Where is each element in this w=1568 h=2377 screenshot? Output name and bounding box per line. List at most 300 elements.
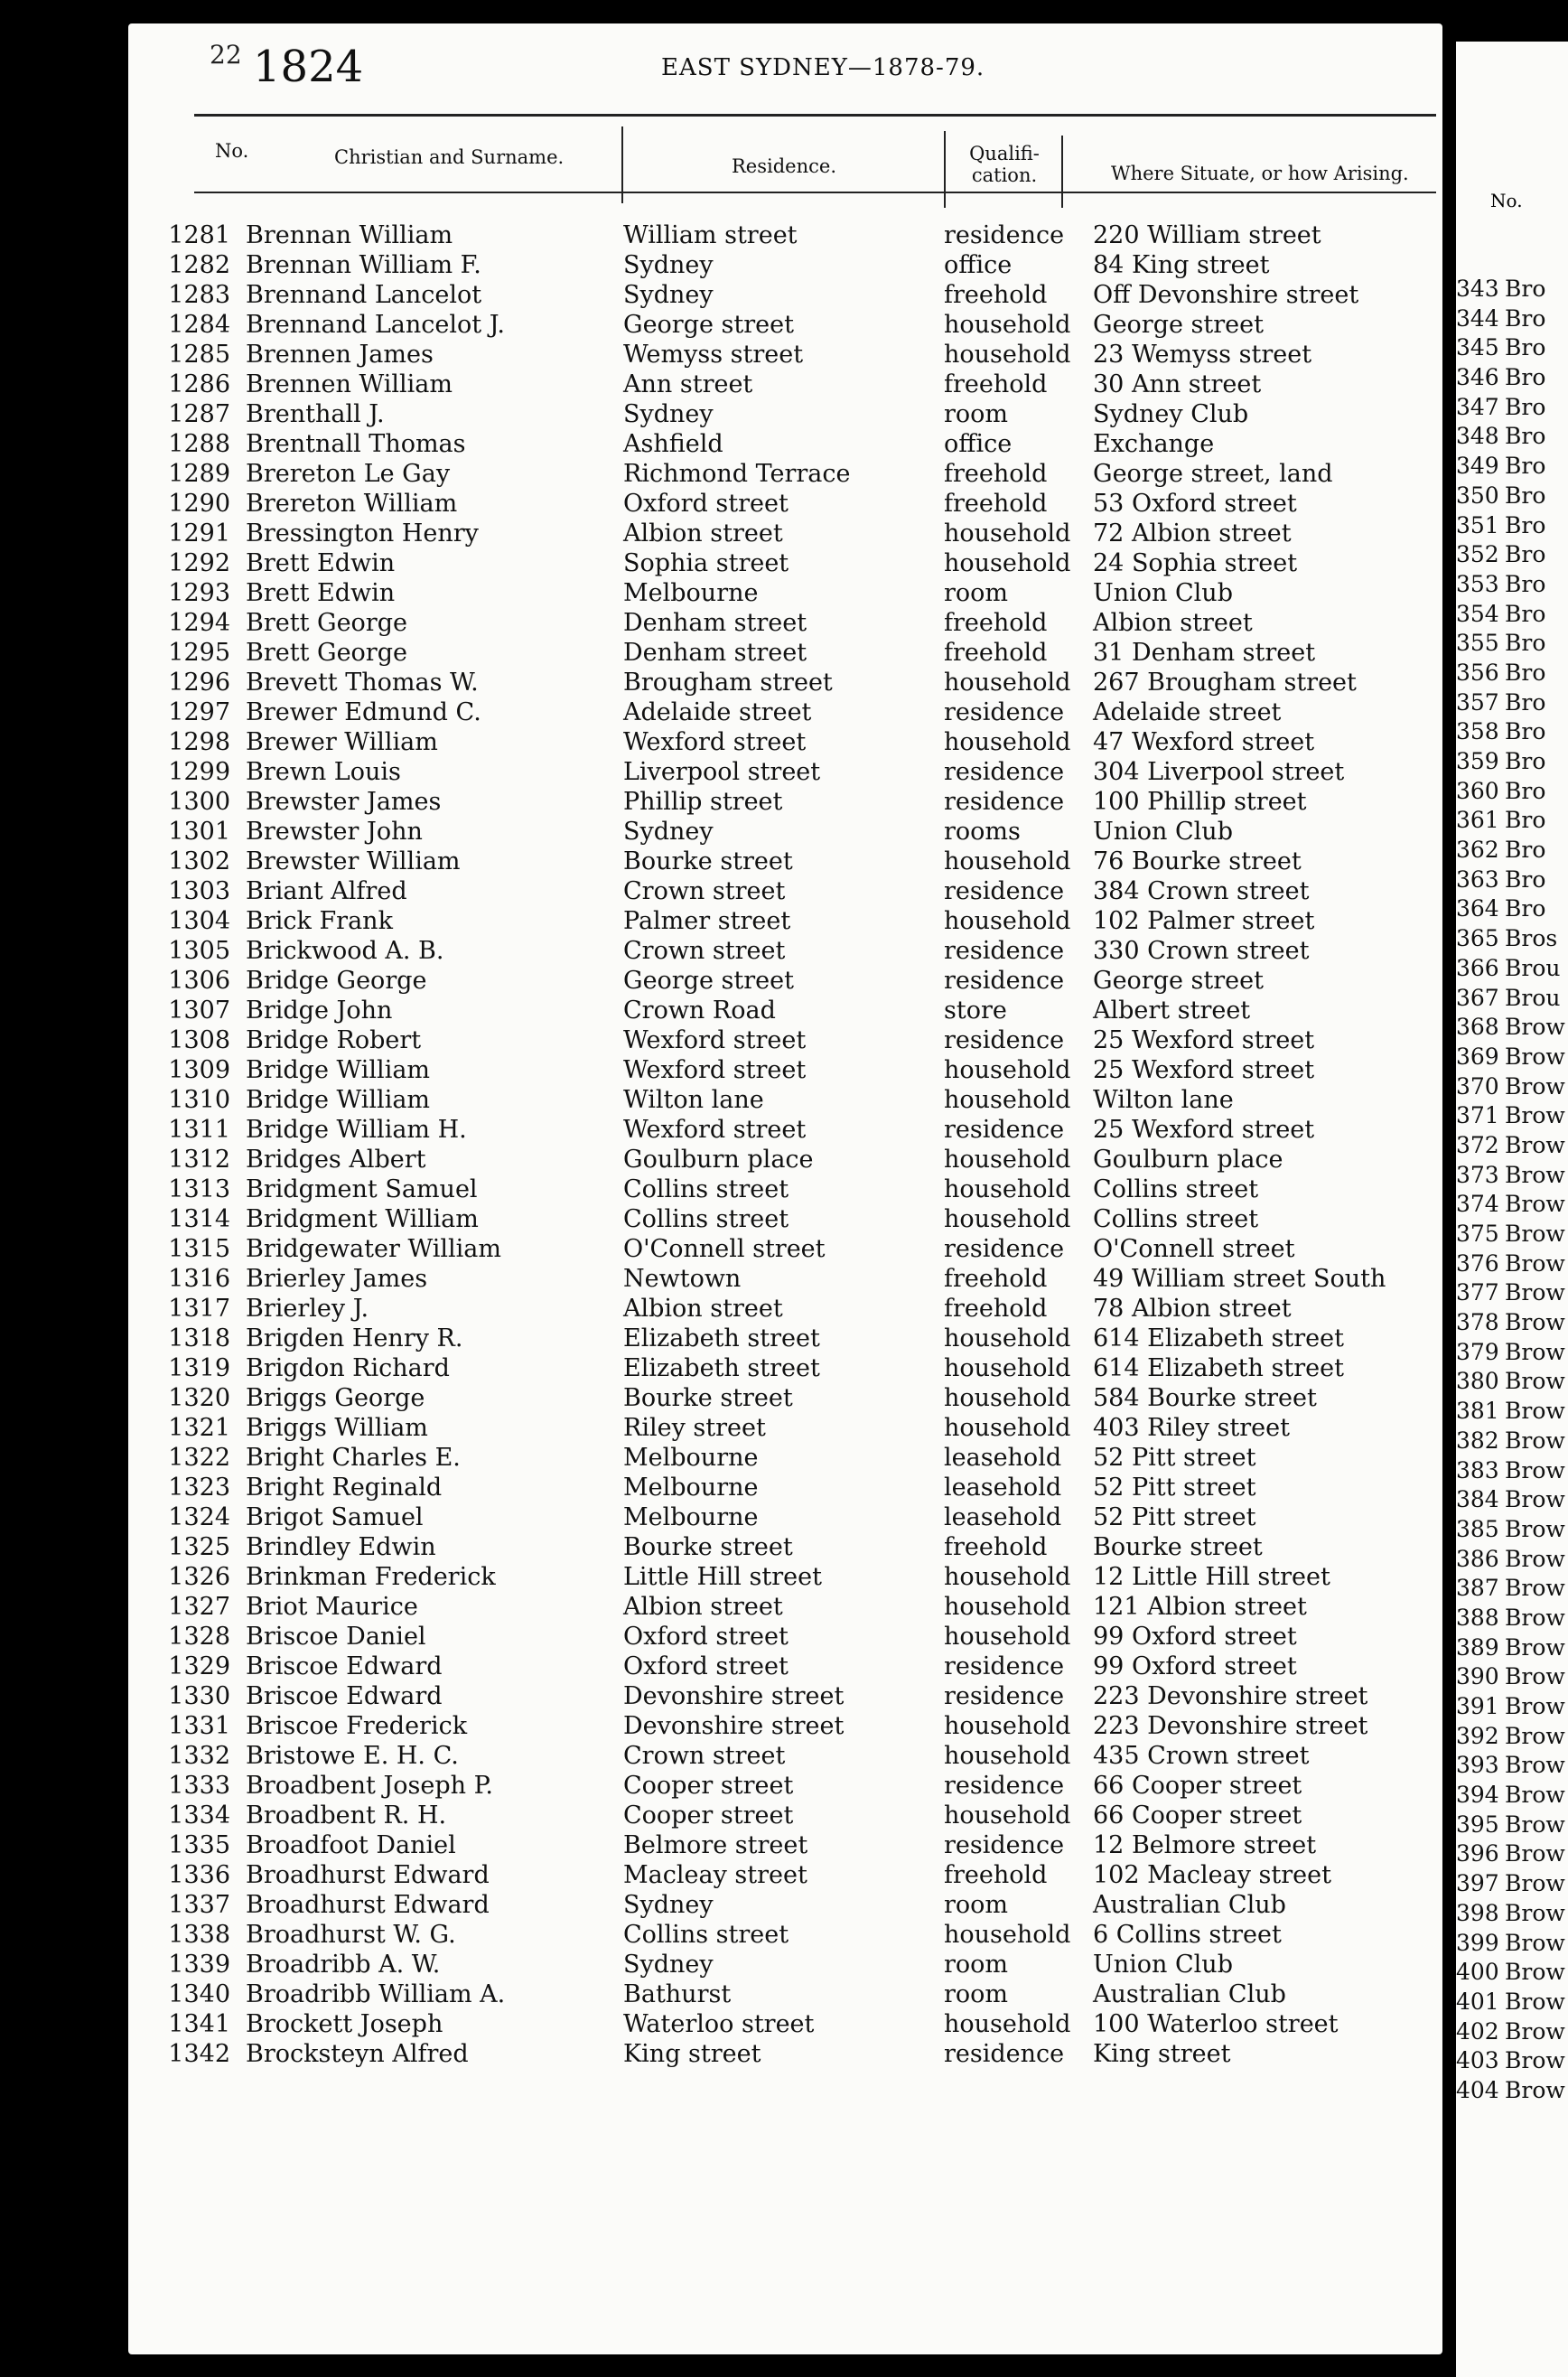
entry-residence: Wexford street <box>623 1116 807 1144</box>
entry-residence: Sydney <box>623 251 714 279</box>
adjacent-table-row <box>1456 2018 1568 2048</box>
entry-number: 1321 <box>168 1414 230 1442</box>
adjacent-entry-number: 402 <box>1456 2017 1499 2045</box>
entry-qualification: household <box>944 519 1071 547</box>
table-row <box>145 1951 1445 1980</box>
entry-name: Broadhurst Edward <box>246 1891 490 1919</box>
table-row <box>145 1742 1445 1772</box>
entry-where-situate: Australian Club <box>1093 1980 1286 2008</box>
entry-name: Brett Edwin <box>246 549 396 577</box>
entry-name: Brigden Henry R. <box>246 1324 463 1352</box>
entry-where-situate: O'Connell street <box>1093 1235 1295 1263</box>
entry-where-situate: 121 Albion street <box>1093 1593 1307 1621</box>
adjacent-entry-number: 346 <box>1456 364 1499 391</box>
adjacent-register-table <box>1456 276 1568 2107</box>
entry-name: Brockett Joseph <box>246 2010 443 2038</box>
entry-residence: Ashfield <box>623 430 723 458</box>
entry-residence: Melbourne <box>623 1503 759 1531</box>
entry-where-situate: 23 Wemyss street <box>1093 341 1312 369</box>
entry-name: Briot Maurice <box>246 1593 418 1621</box>
entry-number: 1323 <box>168 1474 230 1502</box>
adjacent-table-row <box>1456 423 1568 453</box>
adjacent-entry-number: 368 <box>1456 1014 1499 1041</box>
entry-qualification: residence <box>944 758 1065 786</box>
adjacent-table-row <box>1456 1250 1568 1280</box>
adjacent-entry-number: 393 <box>1456 1752 1499 1779</box>
adjacent-entry-number: 349 <box>1456 453 1499 480</box>
adjacent-entry-name: Bro <box>1505 423 1546 450</box>
entry-name: Brierley James <box>246 1265 428 1293</box>
adjacent-table-row <box>1456 866 1568 896</box>
adjacent-entry-name: Bro <box>1505 748 1546 774</box>
entry-qualification: room <box>944 400 1009 428</box>
entry-where-situate: George street <box>1093 311 1264 339</box>
entry-number: 1300 <box>168 788 230 816</box>
entry-qualification: residence <box>944 937 1065 965</box>
adjacent-table-row <box>1456 541 1568 571</box>
adjacent-entry-number: 366 <box>1456 954 1499 981</box>
entry-qualification: household <box>944 1712 1071 1740</box>
entry-residence: George street <box>623 967 794 995</box>
entry-number: 1296 <box>168 669 230 697</box>
table-row <box>145 639 1445 669</box>
adjacent-entry-number: 367 <box>1456 984 1499 1011</box>
table-row <box>145 997 1445 1026</box>
adjacent-entry-number: 387 <box>1456 1575 1499 1602</box>
entry-name: Brewn Louis <box>246 758 401 786</box>
entry-name: Brewster John <box>246 818 423 846</box>
adjacent-entry-name: Bro <box>1505 866 1546 893</box>
entry-number: 1292 <box>168 549 230 577</box>
entry-name: Briscoe Edward <box>246 1652 443 1680</box>
entry-number: 1310 <box>168 1086 230 1114</box>
table-row <box>145 549 1445 579</box>
adjacent-table-row <box>1456 364 1568 394</box>
table-row <box>145 1146 1445 1175</box>
adjacent-table-row <box>1456 1309 1568 1339</box>
entry-qualification: freehold <box>944 1295 1048 1323</box>
adjacent-entry-name: Brow <box>1505 1899 1565 1926</box>
entry-qualification: household <box>944 847 1071 875</box>
column-header-residence: Residence. <box>732 155 836 177</box>
entry-where-situate: 49 William street South <box>1093 1265 1386 1293</box>
adjacent-entry-name: Brow <box>1505 1014 1565 1041</box>
adjacent-entry-number: 374 <box>1456 1191 1499 1218</box>
table-row <box>145 1265 1445 1295</box>
entry-qualification: room <box>944 579 1009 607</box>
adjacent-entry-name: Brow <box>1505 1604 1565 1631</box>
adjacent-entry-number: 344 <box>1456 304 1499 332</box>
adjacent-table-row <box>1456 1457 1568 1487</box>
entry-qualification: room <box>944 1951 1009 1979</box>
entry-name: Brigot Samuel <box>246 1503 424 1531</box>
table-row <box>145 311 1445 341</box>
table-row <box>145 1503 1445 1533</box>
entry-residence: Devonshire street <box>623 1712 845 1740</box>
entry-where-situate: Union Club <box>1093 1951 1233 1979</box>
entry-residence: Albion street <box>623 1593 783 1621</box>
entry-name: Brigdon Richard <box>246 1354 450 1382</box>
entry-number: 1335 <box>168 1831 230 1859</box>
adjacent-table-row <box>1456 2047 1568 2077</box>
table-row <box>145 1831 1445 1861</box>
adjacent-entry-name: Brow <box>1505 1221 1565 1247</box>
entry-number: 1339 <box>168 1951 230 1979</box>
entry-residence: Melbourne <box>623 1474 759 1502</box>
adjacent-entry-name: Brow <box>1505 2047 1565 2074</box>
entry-where-situate: 30 Ann street <box>1093 370 1262 398</box>
entry-residence: Wilton lane <box>623 1086 764 1114</box>
entry-where-situate: 6 Collins street <box>1093 1921 1282 1949</box>
adjacent-table-row <box>1456 778 1568 808</box>
entry-qualification: residence <box>944 2040 1065 2068</box>
adjacent-column-header-no: No. <box>1490 190 1523 211</box>
adjacent-table-row <box>1456 1221 1568 1250</box>
entry-residence: Albion street <box>623 519 783 547</box>
entry-qualification: leasehold <box>944 1503 1062 1531</box>
entry-where-situate: 52 Pitt street <box>1093 1503 1256 1531</box>
entry-name: Briscoe Frederick <box>246 1712 468 1740</box>
adjacent-entry-name: Bro <box>1505 304 1546 332</box>
table-row <box>145 669 1445 698</box>
entry-where-situate: 304 Liverpool street <box>1093 758 1345 786</box>
adjacent-entry-number: 376 <box>1456 1249 1499 1277</box>
table-row <box>145 1295 1445 1324</box>
entry-where-situate: 52 Pitt street <box>1093 1474 1256 1502</box>
entry-where-situate: 100 Phillip street <box>1093 788 1307 816</box>
entry-qualification: household <box>944 1414 1071 1442</box>
entry-residence: Bourke street <box>623 1384 793 1412</box>
entry-number: 1333 <box>168 1772 230 1800</box>
entry-qualification: household <box>944 311 1071 339</box>
adjacent-entry-number: 370 <box>1456 1072 1499 1100</box>
entry-where-situate: Adelaide street <box>1093 698 1282 726</box>
adjacent-entry-name: Bro <box>1505 393 1546 420</box>
table-row <box>145 1056 1445 1086</box>
entry-name: Brewer William <box>246 728 438 756</box>
entry-where-situate: 403 Riley street <box>1093 1414 1290 1442</box>
adjacent-entry-name: Brow <box>1505 1811 1565 1838</box>
adjacent-table-row <box>1456 1782 1568 1811</box>
adjacent-table-row <box>1456 1132 1568 1162</box>
adjacent-table-row <box>1456 1959 1568 1989</box>
adjacent-entry-name: Bro <box>1505 718 1546 745</box>
entry-name: Bridges Albert <box>246 1146 426 1174</box>
entry-residence: Riley street <box>623 1414 766 1442</box>
entry-number: 1328 <box>168 1623 230 1651</box>
entry-where-situate: Bourke street <box>1093 1533 1263 1561</box>
entry-qualification: residence <box>944 698 1065 726</box>
entry-number: 1291 <box>168 519 230 547</box>
table-row <box>145 907 1445 937</box>
entry-residence: Palmer street <box>623 907 791 935</box>
adjacent-entry-number: 360 <box>1456 777 1499 804</box>
entry-qualification: household <box>944 1623 1071 1651</box>
entry-where-situate: 100 Waterloo street <box>1093 2010 1339 2038</box>
entry-residence: Oxford street <box>623 1652 789 1680</box>
adjacent-table-row <box>1456 1634 1568 1664</box>
entry-where-situate: Albion street <box>1093 609 1253 637</box>
table-row <box>145 728 1445 758</box>
entry-number: 1316 <box>168 1265 230 1293</box>
entry-name: Brickwood A. B. <box>246 937 444 965</box>
entry-qualification: residence <box>944 788 1065 816</box>
entry-qualification: household <box>944 1056 1071 1084</box>
adjacent-entry-name: Brow <box>1505 1633 1565 1661</box>
entry-name: Bristowe E. H. C. <box>246 1742 459 1770</box>
entry-name: Broadhurst Edward <box>246 1861 490 1889</box>
entry-name: Broadbent R. H. <box>246 1801 447 1830</box>
entry-name: Brennan William F. <box>246 251 481 279</box>
entry-where-situate: 31 Denham street <box>1093 639 1316 667</box>
entry-residence: Brougham street <box>623 669 833 697</box>
entry-qualification: freehold <box>944 281 1048 309</box>
adjacent-entry-number: 398 <box>1456 1899 1499 1926</box>
entry-number: 1336 <box>168 1861 230 1889</box>
adjacent-table-row <box>1456 1014 1568 1043</box>
entry-where-situate: 614 Elizabeth street <box>1093 1354 1344 1382</box>
adjacent-entry-number: 385 <box>1456 1515 1499 1542</box>
adjacent-entry-name: Brow <box>1505 1102 1565 1129</box>
adjacent-entry-name: Bro <box>1505 453 1546 480</box>
entry-number: 1342 <box>168 2040 230 2068</box>
column-header-no: No. <box>215 140 249 162</box>
entry-residence: Collins street <box>623 1175 789 1203</box>
table-row <box>145 609 1445 639</box>
adjacent-table-row <box>1456 1043 1568 1073</box>
adjacent-table-row <box>1456 660 1568 689</box>
entry-residence: Sophia street <box>623 549 789 577</box>
adjacent-table-row <box>1456 1840 1568 1870</box>
adjacent-table-row <box>1456 837 1568 866</box>
adjacent-table-row <box>1456 1368 1568 1398</box>
adjacent-entry-number: 381 <box>1456 1398 1499 1425</box>
entry-number: 1285 <box>168 341 230 369</box>
entry-name: Brewer Edmund C. <box>246 698 481 726</box>
entry-qualification: freehold <box>944 490 1048 518</box>
adjacent-table-row <box>1456 1279 1568 1309</box>
entry-qualification: room <box>944 1980 1009 2008</box>
column-header-where: Where Situate, or how Arising. <box>1111 163 1409 184</box>
adjacent-entry-number: 404 <box>1456 2076 1499 2103</box>
entry-name: Brennen James <box>246 341 434 369</box>
adjacent-entry-number: 396 <box>1456 1840 1499 1867</box>
adjacent-table-row <box>1456 1516 1568 1546</box>
adjacent-table-row <box>1456 718 1568 748</box>
entry-number: 1301 <box>168 818 230 846</box>
adjacent-table-row <box>1456 748 1568 778</box>
entry-residence: Liverpool street <box>623 758 821 786</box>
adjacent-table-row <box>1456 689 1568 719</box>
table-row <box>145 1205 1445 1235</box>
adjacent-entry-number: 382 <box>1456 1427 1499 1454</box>
page-title: EAST SYDNEY—1878-79. <box>661 54 985 81</box>
entry-where-situate: 584 Bourke street <box>1093 1384 1317 1412</box>
entry-qualification: freehold <box>944 370 1048 398</box>
entry-residence: Devonshire street <box>623 1682 845 1710</box>
adjacent-entry-name: Brow <box>1505 1722 1565 1749</box>
entry-qualification: household <box>944 549 1071 577</box>
entry-name: Brierley J. <box>246 1295 369 1323</box>
adjacent-table-row <box>1456 1605 1568 1634</box>
entry-residence: Little Hill street <box>623 1563 822 1591</box>
entry-name: Brenthall J. <box>246 400 385 428</box>
entry-where-situate: 435 Crown street <box>1093 1742 1310 1770</box>
adjacent-entry-name: Bro <box>1505 482 1546 509</box>
entry-qualification: residence <box>944 1682 1065 1710</box>
entry-name: Bridge William H. <box>246 1116 467 1144</box>
adjacent-entry-number: 353 <box>1456 570 1499 597</box>
entry-residence: Oxford street <box>623 490 789 518</box>
adjacent-entry-number: 371 <box>1456 1102 1499 1129</box>
adjacent-entry-name: Brow <box>1505 1161 1565 1188</box>
entry-name: Bright Reginald <box>246 1474 443 1502</box>
adjacent-entry-number: 354 <box>1456 600 1499 627</box>
column-divider <box>944 131 946 208</box>
adjacent-table-row <box>1456 807 1568 837</box>
entry-where-situate: Union Club <box>1093 579 1233 607</box>
table-row <box>145 1623 1445 1652</box>
entry-residence: Ann street <box>623 370 753 398</box>
adjacent-entry-name: Brow <box>1505 1309 1565 1336</box>
adjacent-entry-number: 364 <box>1456 895 1499 922</box>
adjacent-entry-number: 380 <box>1456 1368 1499 1395</box>
adjacent-entry-number: 356 <box>1456 659 1499 686</box>
entry-name: Broadbent Joseph P. <box>246 1772 493 1800</box>
table-row <box>145 1652 1445 1682</box>
entry-where-situate: Goulburn place <box>1093 1146 1283 1174</box>
entry-qualification: room <box>944 1891 1009 1919</box>
table-row <box>145 1861 1445 1891</box>
table-row <box>145 2010 1445 2040</box>
entry-name: Bright Charles E. <box>246 1444 461 1472</box>
entry-number: 1306 <box>168 967 230 995</box>
entry-where-situate: 223 Devonshire street <box>1093 1712 1368 1740</box>
entry-where-situate: Off Devonshire street <box>1093 281 1359 309</box>
entry-where-situate: 267 Brougham street <box>1093 669 1357 697</box>
adjacent-table-row <box>1456 482 1568 512</box>
entry-qualification: household <box>944 341 1071 369</box>
table-row <box>145 1116 1445 1146</box>
column-header-name: Christian and Surname. <box>334 146 565 168</box>
entry-where-situate: 223 Devonshire street <box>1093 1682 1368 1710</box>
adjacent-entry-number: 388 <box>1456 1604 1499 1631</box>
adjacent-entry-number: 358 <box>1456 718 1499 745</box>
entry-residence: King street <box>623 2040 761 2068</box>
entry-residence: Sydney <box>623 818 714 846</box>
column-header-qualification: Qualifi-cation. <box>969 143 1040 186</box>
adjacent-entry-name: Bro <box>1505 334 1546 361</box>
table-row <box>145 1921 1445 1951</box>
adjacent-entry-name: Brow <box>1505 1959 1565 1986</box>
entry-where-situate: 102 Palmer street <box>1093 907 1315 935</box>
adjacent-entry-number: 343 <box>1456 276 1499 302</box>
adjacent-entry-number: 384 <box>1456 1486 1499 1513</box>
adjacent-entry-name: Bro <box>1505 895 1546 922</box>
adjacent-entry-name: Brou <box>1505 984 1561 1011</box>
adjacent-entry-name: Brow <box>1505 2017 1565 2045</box>
table-row <box>145 251 1445 281</box>
adjacent-entry-number: 403 <box>1456 2047 1499 2074</box>
table-row <box>145 967 1445 997</box>
adjacent-entry-number: 391 <box>1456 1693 1499 1719</box>
adjacent-entry-number: 359 <box>1456 748 1499 774</box>
entry-residence: Crown Road <box>623 997 776 1025</box>
adjacent-table-row <box>1456 1162 1568 1192</box>
table-row <box>145 788 1445 818</box>
entry-residence: Cooper street <box>623 1772 794 1800</box>
entry-qualification: residence <box>944 1026 1065 1054</box>
entry-number: 1284 <box>168 311 230 339</box>
adjacent-table-row <box>1456 1575 1568 1605</box>
table-row <box>145 818 1445 847</box>
adjacent-entry-number: 377 <box>1456 1279 1499 1306</box>
entry-residence: Crown street <box>623 937 786 965</box>
adjacent-entry-number: 345 <box>1456 334 1499 361</box>
entry-where-situate: 99 Oxford street <box>1093 1652 1297 1680</box>
entry-qualification: residence <box>944 1235 1065 1263</box>
entry-name: Broadfoot Daniel <box>246 1831 456 1859</box>
entry-number: 1331 <box>168 1712 230 1740</box>
adjacent-entry-number: 394 <box>1456 1782 1499 1809</box>
adjacent-table-row <box>1456 955 1568 985</box>
adjacent-entry-name: Bro <box>1505 570 1546 597</box>
entry-where-situate: 47 Wexford street <box>1093 728 1315 756</box>
adjacent-entry-name: Brow <box>1505 1782 1565 1809</box>
adjacent-entry-name: Brow <box>1505 1249 1565 1277</box>
entry-residence: Bourke street <box>623 1533 793 1561</box>
entry-residence: Waterloo street <box>623 2010 815 2038</box>
adjacent-table-row <box>1456 1930 1568 1960</box>
entry-residence: Bathurst <box>623 1980 732 2008</box>
adjacent-entry-name: Bros <box>1505 925 1558 952</box>
table-row <box>145 1026 1445 1056</box>
entry-residence: Melbourne <box>623 1444 759 1472</box>
adjacent-entry-name: Bro <box>1505 364 1546 391</box>
entry-number: 1341 <box>168 2010 230 2038</box>
column-divider <box>1061 136 1063 208</box>
adjacent-entry-number: 369 <box>1456 1043 1499 1070</box>
adjacent-entry-number: 361 <box>1456 807 1499 834</box>
adjacent-entry-name: Brow <box>1505 1486 1565 1513</box>
adjacent-entry-number: 386 <box>1456 1545 1499 1572</box>
entry-qualification: household <box>944 1175 1071 1203</box>
entry-number: 1286 <box>168 370 230 398</box>
adjacent-entry-name: Brow <box>1505 1131 1565 1158</box>
entry-residence: Belmore street <box>623 1831 808 1859</box>
entry-residence: Elizabeth street <box>623 1354 820 1382</box>
entry-residence: Wemyss street <box>623 341 804 369</box>
entry-qualification: household <box>944 1354 1071 1382</box>
entry-number: 1305 <box>168 937 230 965</box>
entry-number: 1334 <box>168 1801 230 1830</box>
entry-name: Briscoe Daniel <box>246 1623 426 1651</box>
entry-name: Brick Frank <box>246 907 393 935</box>
entry-name: Brewster James <box>246 788 442 816</box>
entry-number: 1281 <box>168 221 230 249</box>
entry-number: 1311 <box>168 1116 230 1144</box>
entry-qualification: residence <box>944 221 1065 249</box>
entry-number: 1337 <box>168 1891 230 1919</box>
entry-name: Broadhurst W. G. <box>246 1921 456 1949</box>
adjacent-table-row <box>1456 512 1568 542</box>
entry-where-situate: Sydney Club <box>1093 400 1249 428</box>
entry-where-situate: 12 Belmore street <box>1093 1831 1317 1859</box>
entry-name: Brett George <box>246 609 407 637</box>
entry-where-situate: King street <box>1093 2040 1231 2068</box>
adjacent-table-row <box>1456 1663 1568 1693</box>
entry-where-situate: 52 Pitt street <box>1093 1444 1256 1472</box>
